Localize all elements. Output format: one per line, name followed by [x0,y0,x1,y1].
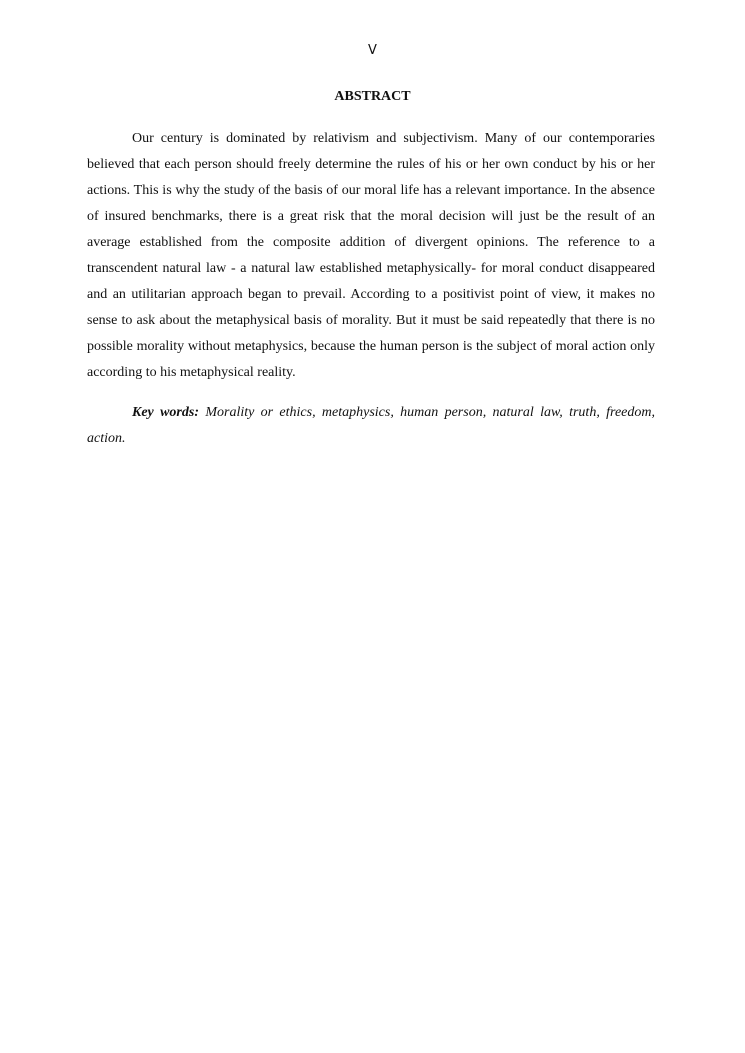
abstract-paragraph: Our century is dominated by relativism and subjectivism. Many of our contemporaries believed that each person should freely determine the rules of his or her own conduct by his or her actions. This is why the study of the basis of our moral life has a relevant importance. In the absence of insured benchmarks, there is a great risk that the moral decision will just be the result of an average established from the composite addition of divergent opinions. The reference to a transcendent natural law - a natural law established metaphysically- for moral conduct disappeared and an utilitarian approach began to prevail. According to a positivist point of view, it makes no sense to ask about the metaphysical basis of morality. But it must be said repeatedly that there is no possible morality without metaphysics, because the human person is the subject of moral action only according to his metaphysical reality. [87,131,655,380]
keywords-label: Key words: [132,405,199,420]
keywords-list: Morality or ethics, metaphysics, human person, natural law, truth, freedom, action. [87,405,656,446]
keywords-paragraph [87,400,655,452]
page-number: V [368,43,377,58]
page-title: ABSTRACT [334,89,411,104]
